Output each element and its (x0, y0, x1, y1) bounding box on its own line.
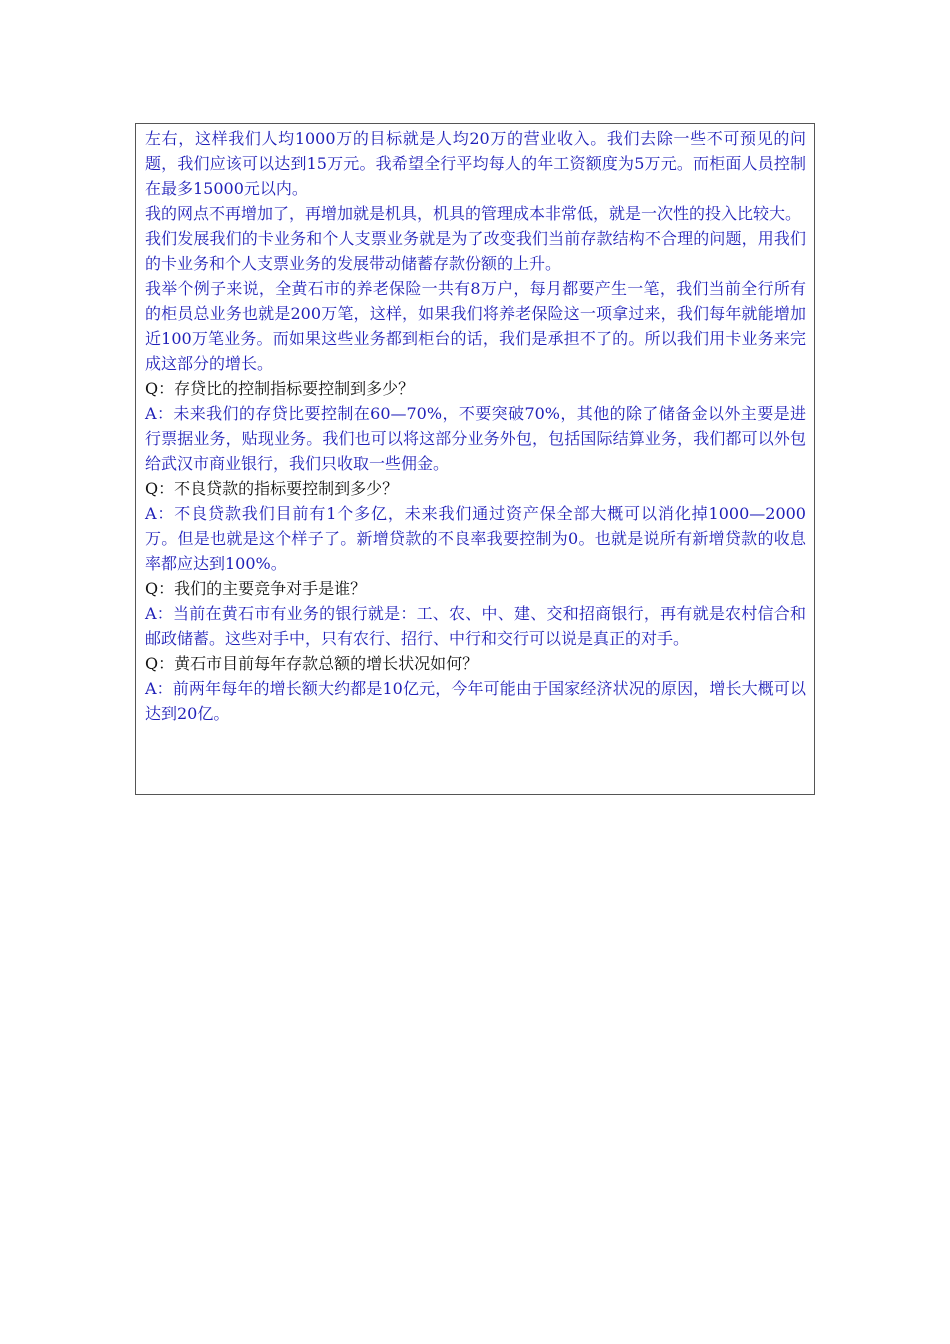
answer-paragraph: 我的网点不再增加了，再增加就是机具，机具的管理成本非常低，就是一次性的投入比较大。 (145, 204, 802, 223)
answer-paragraph: 左右，这样我们人均1000万的目标就是人均20万的营业收入。我们去除一些不可预见的问题，我们应该可以达到15万元。我希望全行平均每人的年工资额度为5万元。而柜面人员控制在最多15000元以内。 (145, 129, 806, 198)
answer-paragraph: A：未来我们的存贷比要控制在60—70%，不要突破70%，其他的除了储备金以外主要是进行票据业务，贴现业务。我们也可以将这部分业务外包，包括国际结算业务，我们都可以外包给武汉市商业银行，我们只收取一些佣金。 (145, 404, 806, 473)
answer-paragraph: A：前两年每年的增长额大约都是10亿元，今年可能由于国家经济状况的原因，增长大概可以达到20亿。 (145, 679, 806, 723)
answer-paragraph: A：当前在黄石市有业务的银行就是：工、农、中、建、交和招商银行，再有就是农村信合和邮政储蓄。这些对手中，只有农行、招行、中行和交行可以说是真正的对手。 (145, 604, 806, 648)
answer-paragraph: 我举个例子来说，全黄石市的养老保险一共有8万户，每月都要产生一笔，我们当前全行所有的柜员总业务也就是200万笔，这样，如果我们将养老保险这一项拿过来，我们每年就能增加近100万笔业务。而如果这些业务都到柜台的话，我们是承担不了的。所以我们用卡业务来完成这部分的增长。 (145, 279, 806, 373)
question-paragraph: Q：黄石市目前每年存款总额的增长状况如何？ (145, 654, 479, 673)
answer-paragraph: 我们发展我们的卡业务和个人支票业务就是为了改变我们当前存款结构不合理的问题，用我们的卡业务和个人支票业务的发展带动储蓄存款份额的上升。 (145, 229, 806, 273)
question-paragraph: Q：存贷比的控制指标要控制到多少？ (145, 379, 415, 398)
question-paragraph: Q：我们的主要竞争对手是谁？ (145, 579, 367, 598)
answer-paragraph: A：不良贷款我们目前有1个多亿，未来我们通过资产保全部大概可以消化掉1000—2000万。但是也就是这个样子了。新增贷款的不良率我要控制为0。也就是说所有新增贷款的收息率都应达到100%。 (145, 504, 806, 573)
qa-text-box (135, 123, 815, 795)
question-paragraph: Q：不良贷款的指标要控制到多少？ (145, 479, 399, 498)
